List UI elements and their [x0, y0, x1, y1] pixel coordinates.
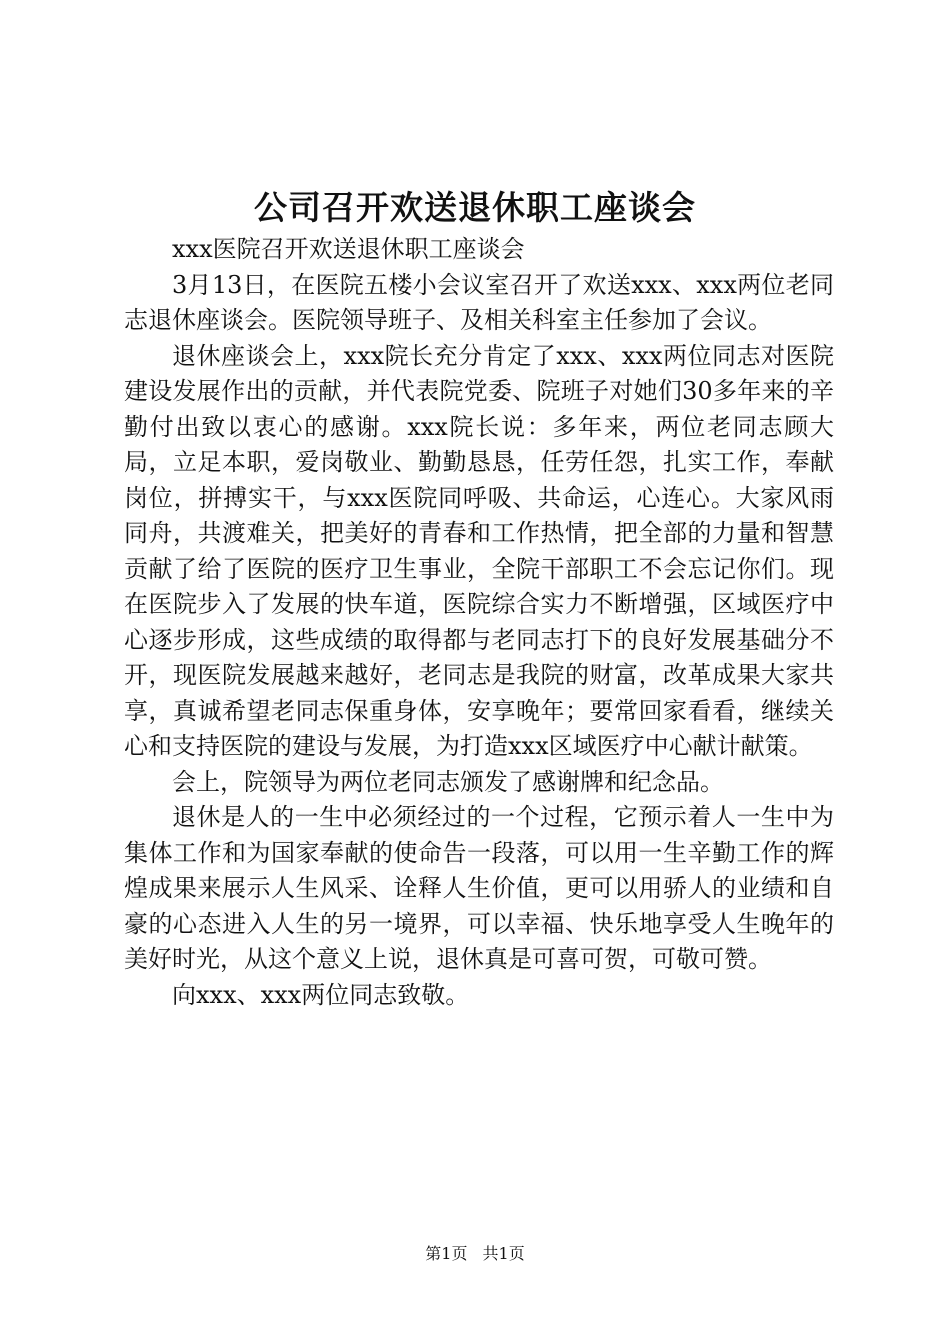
paragraph: 退休是人的一生中必须经过的一个过程，它预示着人一生中为集体工作和为国家奉献的使命告一段落，可以用一生辛勤工作的辉煌成果来展示人生风采、诠释人生价值，更可以用骄人的业绩和自豪的心态进入人生的另一境界，可以幸福、快乐地享受人生晚年的美好时光，从这个意义上说，退休真是可喜可贺，可敬可赞。 [124, 803, 834, 973]
paragraph: 向xxx、xxx两位同志致敬。 [172, 980, 470, 1009]
page-number-current: 第1页 [425, 1244, 468, 1263]
document-title: 公司召开欢送退休职工座谈会 [254, 188, 696, 227]
paragraph: 3月13日，在医院五楼小会议室召开了欢送xxx、xxx两位老同志退休座谈会。医院领导班子、及相关科室主任参加了会议。 [124, 270, 834, 334]
paragraph-subtitle: xxx医院召开欢送退休职工座谈会 [172, 235, 525, 263]
paragraph: 退休座谈会上，xxx院长充分肯定了xxx、xxx两位同志对医院建设发展作出的贡献，并代表院党委、院班子对她们30多年来的辛勤付出致以衷心的感谢。xxx院长说：多年来，两位老同志顾大局，立足本职，爱岗敬业、勤勤恳恳，任劳任怨，扎实工作，奉献岗位，拼搏实干，与xxx医院同呼吸、共命运，心连心。大家风雨同舟，共渡难关，把美好的青春和工作热情，把全部的力量和智慧贡献了给了医院的医疗卫生事业，全院干部职工不会忘记你们。现在医院步入了发展的快车道，医院综合实力不断增强，区域医疗中心逐步形成，这些成绩的取得都与老同志打下的良好发展基础分不开，现医院发展越来越好，老同志是我院的财富，改革成果大家共享，真诚希望老同志保重身体，安享晚年；要常回家看看，继续关心和支持医院的建设与发展，为打造xxx区域医疗中心献计献策。 [124, 341, 834, 760]
document-body [124, 232, 834, 1013]
paragraph: 会上，院领导为两位老同志颁发了感谢牌和纪念品。 [172, 767, 724, 796]
page-footer [0, 1243, 950, 1265]
page-number-total: 共1页 [482, 1244, 525, 1263]
